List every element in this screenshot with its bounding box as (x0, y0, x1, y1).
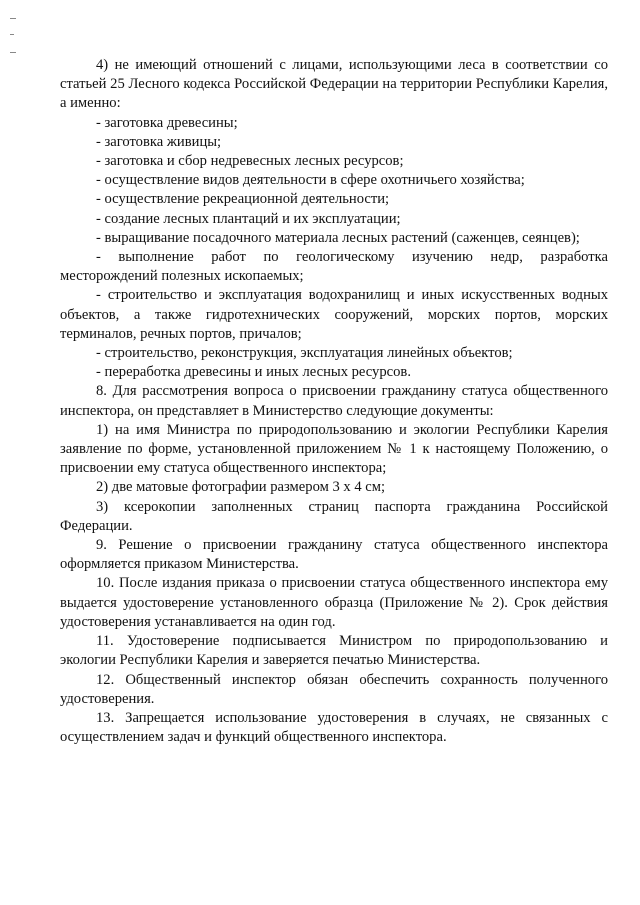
paragraph-9: 9. Решение о присвоении гражданину статуса общественного инспектора оформляется приказом Министерства. (60, 537, 608, 573)
list-item: - осуществление рекреационной деятельности; (96, 191, 390, 208)
scan-margin-marks (10, 18, 24, 78)
list-item: - заготовка древесины; (96, 114, 238, 131)
list-item: - переработка древесины и иных лесных ресурсов. (96, 364, 411, 381)
paragraph-11: 11. Удостоверение подписывается Министром по природопользованию и экологии Республики Карелия и заверяется печатью Министерства. (60, 633, 608, 669)
list-item: - выполнение работ по геологическому изучению недр, разработка месторождений полезных ископаемых; (60, 249, 608, 285)
list-item: - строительство, реконструкция, эксплуатация линейных объектов; (96, 345, 513, 362)
paragraph-13: 13. Запрещается использование удостоверения в случаях, не связанных с осуществлением задач и функций общественного инспектора. (60, 709, 608, 746)
list-item: - строительство и эксплуатация водохранилищ и иных искусственных водных объектов, а также гидротехнических сооружений, морских портов, морских терминалов, речных портов, причалов; (60, 287, 608, 342)
paragraph-4: 4) не имеющий отношений с лицами, использующими леса в соответствии со статьей 25 Лесного кодекса Российской Федерации на территории Республики Карелия, а именно: (60, 57, 608, 112)
paragraph-12: 12. Общественный инспектор обязан обеспечить сохранность полученного удостоверения. (60, 671, 608, 707)
paragraph-10: 10. После издания приказа о присвоении статуса общественного инспектора ему выдается удостоверение установленного образца (Приложение № 2). Срок действия удостоверения устанавливается на один год. (60, 575, 608, 630)
document-item-2: 2) две матовые фотографии размером 3 х 4 см; (96, 479, 386, 496)
list-item: - осуществление видов деятельности в сфере охотничьего хозяйства; (96, 172, 525, 189)
list-item: - заготовка и сбор недревесных лесных ресурсов; (96, 153, 404, 170)
document-item-3: 3) ксерокопии заполненных страниц паспорта гражданина Российской Федерации. (60, 498, 608, 534)
list-item: - заготовка живицы; (96, 133, 222, 150)
document-page (60, 56, 608, 747)
document-item-1: 1) на имя Министра по природопользованию и экологии Республики Карелия заявление по форме, установленной приложением № 1 к настоящему Положению, о присвоении ему статуса общественного инспектора; (60, 421, 608, 477)
list-item: - создание лесных плантаций и их эксплуатации; (96, 210, 401, 227)
list-item: - выращивание посадочного материала лесных растений (саженцев, сеянцев); (96, 229, 580, 246)
paragraph-8: 8. Для рассмотрения вопроса о присвоении гражданину статуса общественного инспектора, он представляет в Министерство следующие документы: (60, 383, 608, 419)
